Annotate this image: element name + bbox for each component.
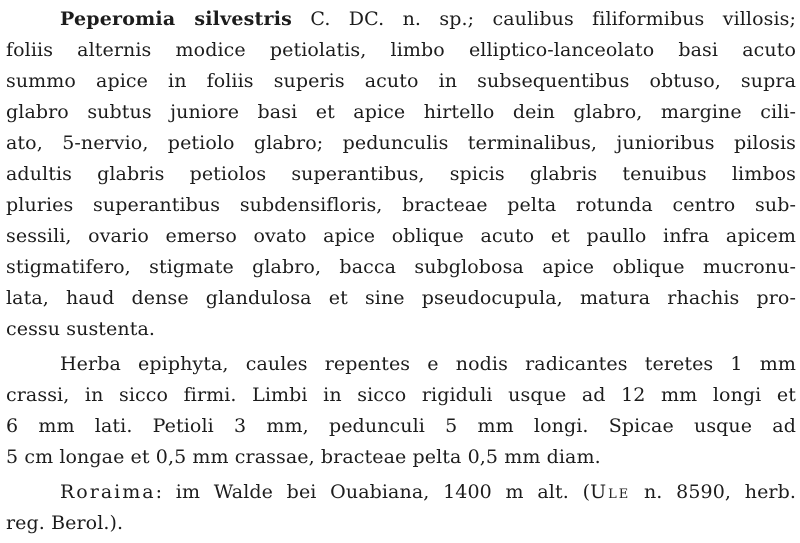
description-line-9: stigmatifero, stigmate glabro, bacca subglobosa apice oblique mucronu- <box>6 256 796 278</box>
description-line-10: lata, haud dense glandulosa et sine pseudocupula, matura rhachis pro- <box>6 287 796 309</box>
locality-text: : im Walde bei Ouabiana, 1400 m alt. ( <box>155 481 591 503</box>
description-line-1-rest: ; caulibus filiformibus villosis; <box>467 8 797 30</box>
locality-region: Roraima <box>60 481 156 503</box>
locality-line-1 <box>60 479 796 505</box>
description-line-7: pluries superantibus subdensifloris, bracteae pelta rotunda centro sub- <box>6 194 796 216</box>
description-line-5: ato, 5-nervio, petiolo glabro; pedunculis terminalibus, junioribus pilosis <box>6 132 796 154</box>
habit-line-1: Herba epiphyta, caules repentes e nodis radicantes teretes 1 mm <box>60 353 796 375</box>
habit-line-2: crassi, in sicco firmi. Limbi in sicco rigiduli usque ad 12 mm longi et <box>6 384 796 406</box>
collector-name: Ule <box>590 481 631 503</box>
habit-line-3: 6 mm lati. Petioli 3 mm, pedunculi 5 mm longi. Spicae usque ad <box>6 415 796 437</box>
locality-line-2: reg. Berol.). <box>6 512 124 534</box>
description-line-11: cessu sustenta. <box>6 318 156 340</box>
description-line-3: summo apice in foliis superis acuto in subsequentibus obtuso, supra <box>6 70 796 92</box>
description-line-2: foliis alternis modice petiolatis, limbo elliptico-lanceolato basi acuto <box>6 39 796 61</box>
specimen-number: n. 8590, herb. <box>630 481 796 503</box>
description-line-6: adultis glabris petiolos superantibus, spicis glabris tenuibus limbos <box>6 163 796 185</box>
authority: C. DC. n. sp. <box>310 8 468 30</box>
description-line-4: glabro subtus juniore basi et apice hirtello dein glabro, margine cili- <box>6 101 796 123</box>
description-line-8: sessili, ovario emerso ovato apice oblique acuto et paullo infra apicem <box>6 225 796 247</box>
description-line-1 <box>60 6 796 32</box>
habit-line-4: 5 cm longae et 0,5 mm crassae, bracteae pelta 0,5 mm diam. <box>6 446 601 468</box>
species-name: Peperomia silvestris <box>60 8 293 30</box>
